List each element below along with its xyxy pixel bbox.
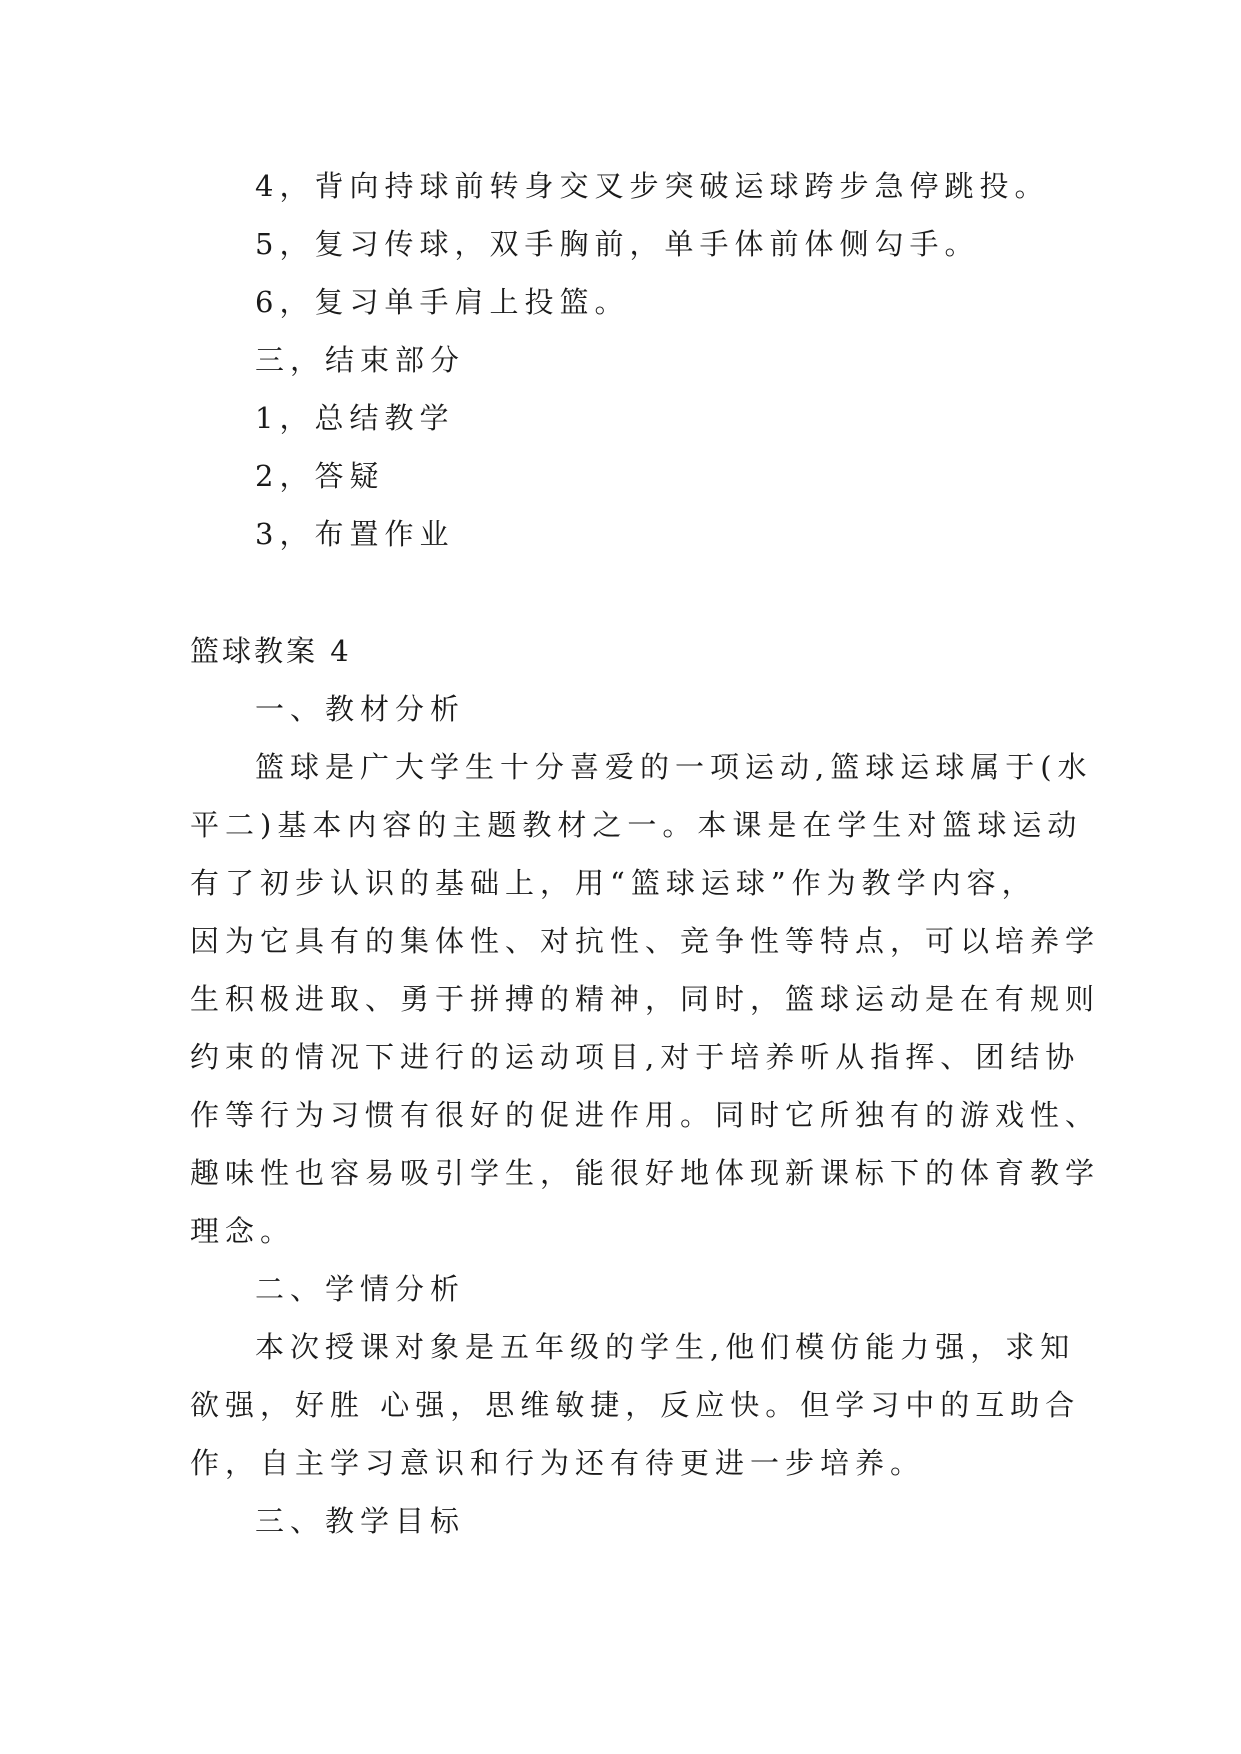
paragraph-line: 篮球是广大学生十分喜爱的一项运动,篮球运球属于(水 [255,750,1093,784]
list-item: 4，背向持球前转身交叉步突破运球跨步急停跳投。 [255,169,1050,203]
paragraph-line: 本次授课对象是五年级的学生,他们模仿能力强，求知 [255,1330,1076,1364]
paragraph-line: 理念。 [190,1214,296,1248]
list-item: 1，总结教学 [255,401,455,435]
paragraph-line: 作等行为习惯有很好的促进作用。同时它所独有的游戏性、 [190,1098,1101,1132]
section-heading: 二、学情分析 [255,1272,466,1306]
lesson-title: 篮球教案 4 [190,634,352,668]
list-item: 2，答疑 [255,459,385,493]
list-item: 5，复习传球，双手胸前，单手体前体侧勾手。 [255,227,980,261]
paragraph-line: 生积极进取、勇于拼搏的精神，同时，篮球运动是在有规则 [190,982,1101,1016]
paragraph-line: 平二)基本内容的主题教材之一。本课是在学生对篮球运动 [190,808,1083,842]
section-heading: 三、教学目标 [255,1504,466,1538]
paragraph-line: 因为它具有的集体性、对抗性、竞争性等特点，可以培养学 [190,924,1101,958]
paragraph-line: 有了初步认识的基础上，用“篮球运球”作为教学内容， [190,866,1037,900]
paragraph-line: 约束的情况下进行的运动项目,对于培养听从指挥、团结协 [190,1040,1081,1074]
section-heading: 一、教材分析 [255,692,466,726]
list-item: 6，复习单手肩上投篮。 [255,285,630,319]
paragraph-line: 欲强，好胜 心强，思维敏捷，反应快。但学习中的互助合 [190,1388,1081,1422]
section-heading: 三，结束部分 [255,343,466,377]
paragraph-line: 趣味性也容易吸引学生，能很好地体现新课标下的体育教学 [190,1156,1101,1190]
paragraph-line: 作，自主学习意识和行为还有待更进一步培养。 [190,1446,926,1480]
list-item: 3，布置作业 [255,517,455,551]
